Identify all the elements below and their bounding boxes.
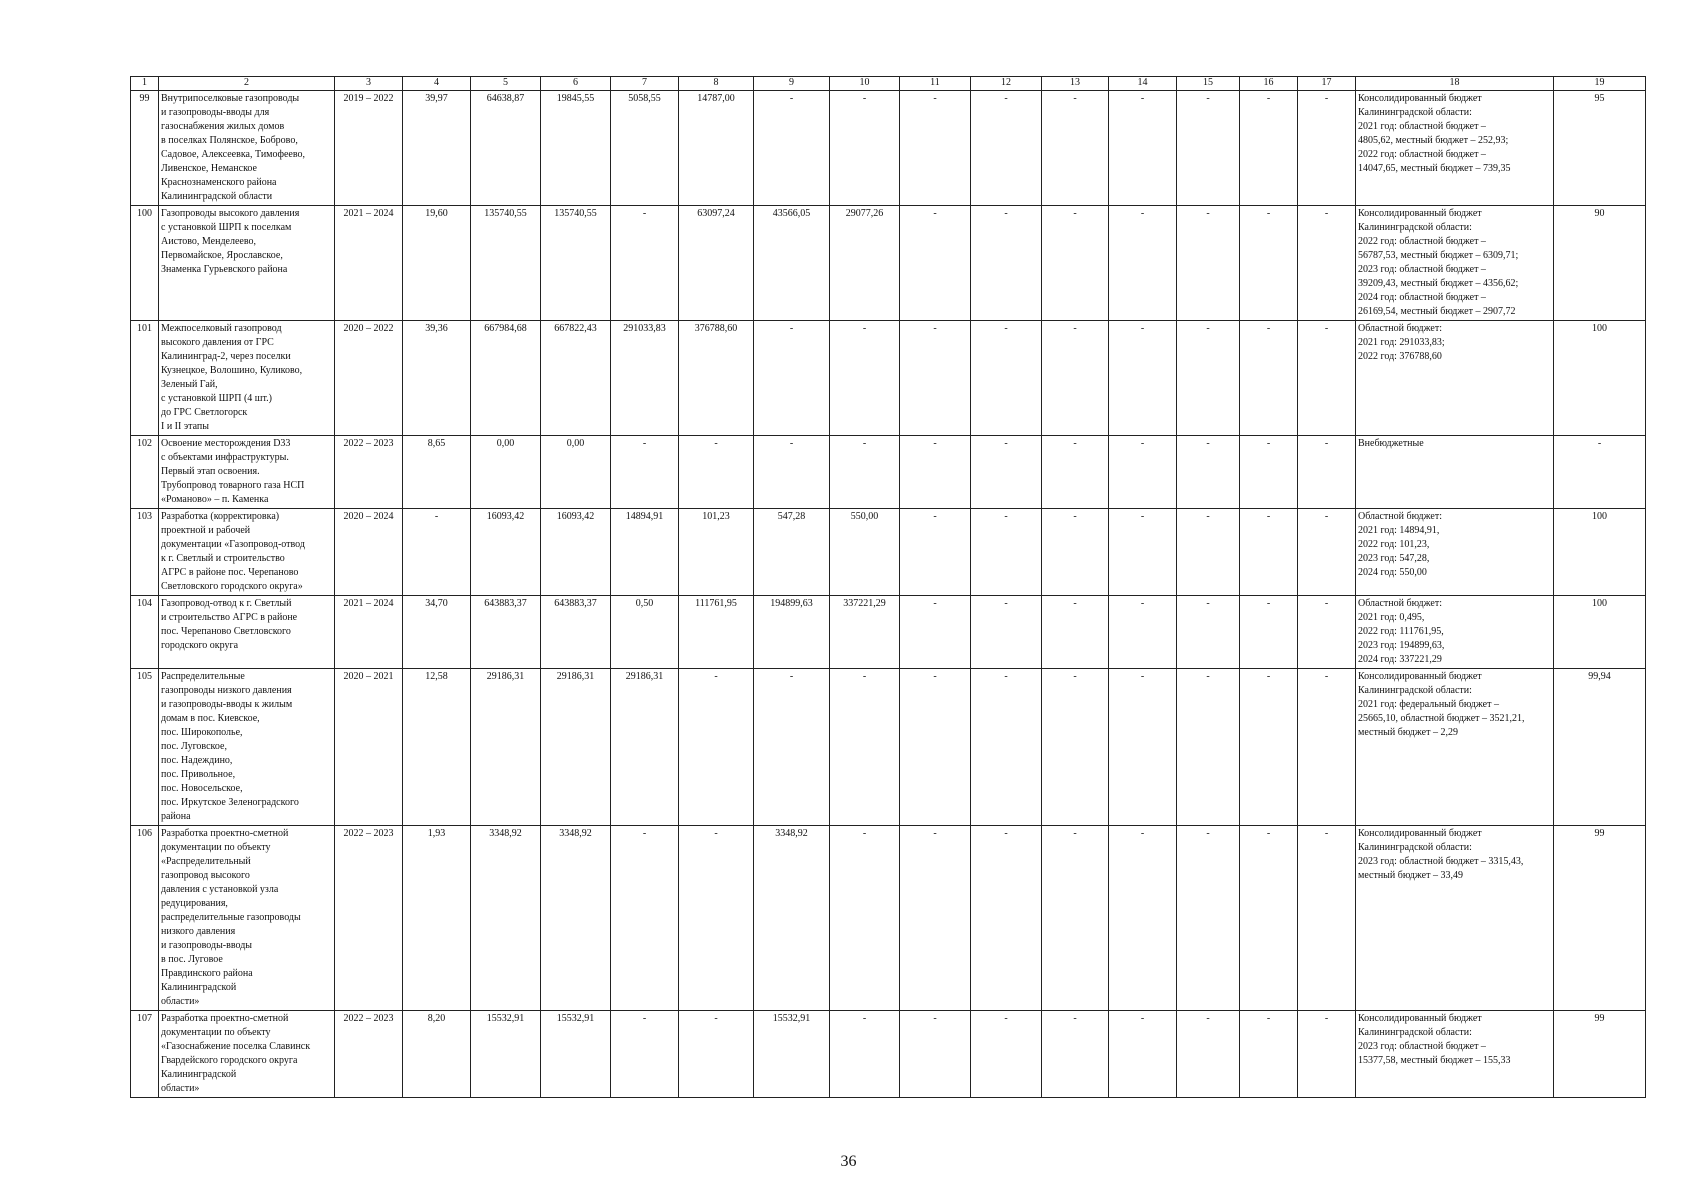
- table-cell-col-16: -: [1240, 1011, 1298, 1098]
- table-cell-col-10: 337221,29: [830, 596, 900, 669]
- table-cell-col-15: -: [1177, 206, 1240, 321]
- table-cell-col-13: -: [1042, 321, 1109, 436]
- table-cell-col-16: -: [1240, 509, 1298, 596]
- column-header-18: 18: [1356, 77, 1554, 91]
- table-cell-col-19: 90: [1554, 206, 1646, 321]
- table-row: [131, 596, 1646, 669]
- table-row: [131, 436, 1646, 509]
- table-cell-col-6: 667822,43: [541, 321, 611, 436]
- table-cell-col-11: -: [900, 91, 971, 206]
- table-cell-col-11: -: [900, 669, 971, 826]
- table-cell-col-2: Разработка проектно-сметной документации по объекту «Распределительный газопровод высокого давления с установкой узла редуцирования, распределительные газопроводы низкого давления и газопроводы-вводы в пос. Луговое Правдинского района Калининградской области»: [159, 826, 335, 1011]
- table-cell-col-9: -: [754, 91, 830, 206]
- table-cell-col-8: -: [679, 826, 754, 1011]
- table-cell-col-13: -: [1042, 91, 1109, 206]
- table-cell-col-5: 0,00: [471, 436, 541, 509]
- table-cell-col-4: -: [403, 509, 471, 596]
- table-cell-col-10: -: [830, 826, 900, 1011]
- table-cell-col-18: Консолидированный бюджет Калининградской области: 2023 год: областной бюджет – 15377,58, местный бюджет – 155,33: [1356, 1011, 1554, 1098]
- table-cell-col-3: 2021 – 2024: [335, 596, 403, 669]
- table-cell-col-9: -: [754, 669, 830, 826]
- column-header-16: 16: [1240, 77, 1298, 91]
- table-cell-col-12: -: [971, 669, 1042, 826]
- table-cell-col-15: -: [1177, 321, 1240, 436]
- table-cell-col-9: 43566,05: [754, 206, 830, 321]
- table-cell-col-10: -: [830, 436, 900, 509]
- table-cell-col-13: -: [1042, 509, 1109, 596]
- table-cell-col-16: -: [1240, 436, 1298, 509]
- table-cell-col-6: 15532,91: [541, 1011, 611, 1098]
- table-cell-col-10: -: [830, 669, 900, 826]
- table-cell-col-16: -: [1240, 669, 1298, 826]
- table-cell-col-11: -: [900, 826, 971, 1011]
- budget-table: [130, 76, 1646, 1098]
- table-cell-col-14: -: [1109, 509, 1177, 596]
- table-cell-col-13: -: [1042, 596, 1109, 669]
- table-cell-col-2: Освоение месторождения D33 с объектами инфраструктуры. Первый этап освоения. Трубопровод товарного газа НСП «Романово» – п. Каменка: [159, 436, 335, 509]
- table-cell-col-8: -: [679, 436, 754, 509]
- column-header-15: 15: [1177, 77, 1240, 91]
- table-cell-col-13: -: [1042, 1011, 1109, 1098]
- column-header-4: 4: [403, 77, 471, 91]
- table-cell-col-16: -: [1240, 826, 1298, 1011]
- table-cell-col-13: -: [1042, 826, 1109, 1011]
- table-cell-col-18: Консолидированный бюджет Калининградской области: 2023 год: областной бюджет – 3315,43, местный бюджет – 33,49: [1356, 826, 1554, 1011]
- table-cell-col-12: -: [971, 206, 1042, 321]
- table-cell-col-11: -: [900, 1011, 971, 1098]
- table-cell-col-12: -: [971, 596, 1042, 669]
- table-cell-col-13: -: [1042, 206, 1109, 321]
- table-cell-col-14: -: [1109, 206, 1177, 321]
- table-cell-col-5: 643883,37: [471, 596, 541, 669]
- column-header-9: 9: [754, 77, 830, 91]
- table-cell-col-17: -: [1298, 669, 1356, 826]
- table-cell-col-5: 29186,31: [471, 669, 541, 826]
- table-cell-col-2: Газопроводы высокого давления с установкой ШРП к поселкам Аистово, Менделеево, Первомайское, Ярославское, Знаменка Гурьевского района: [159, 206, 335, 321]
- column-header-6: 6: [541, 77, 611, 91]
- table-cell-col-1: 107: [131, 1011, 159, 1098]
- table-cell-col-17: -: [1298, 321, 1356, 436]
- table-cell-col-3: 2022 – 2023: [335, 1011, 403, 1098]
- table-cell-col-6: 135740,55: [541, 206, 611, 321]
- table-cell-col-10: -: [830, 321, 900, 436]
- table-cell-col-10: -: [830, 91, 900, 206]
- table-cell-col-17: -: [1298, 596, 1356, 669]
- table-cell-col-17: -: [1298, 1011, 1356, 1098]
- table-cell-col-4: 12,58: [403, 669, 471, 826]
- table-cell-col-7: -: [611, 436, 679, 509]
- table-cell-col-3: 2020 – 2021: [335, 669, 403, 826]
- column-header-11: 11: [900, 77, 971, 91]
- table-cell-col-7: -: [611, 1011, 679, 1098]
- table-cell-col-4: 39,97: [403, 91, 471, 206]
- column-header-8: 8: [679, 77, 754, 91]
- table-cell-col-19: 100: [1554, 509, 1646, 596]
- table-cell-col-12: -: [971, 826, 1042, 1011]
- table-cell-col-13: -: [1042, 436, 1109, 509]
- table-cell-col-7: 291033,83: [611, 321, 679, 436]
- table-cell-col-15: -: [1177, 91, 1240, 206]
- table-cell-col-4: 8,20: [403, 1011, 471, 1098]
- table-cell-col-14: -: [1109, 436, 1177, 509]
- table-cell-col-7: 5058,55: [611, 91, 679, 206]
- table-cell-col-2: Межпоселковый газопровод высокого давления от ГРС Калининград-2, через поселки Кузнецкое, Волошино, Куликово, Зеленый Гай, с установкой ШРП (4 шт.) до ГРС Светлогорск I и II этапы: [159, 321, 335, 436]
- table-cell-col-2: Внутрипоселковые газопроводы и газопроводы-вводы для газоснабжения жилых домов в поселках Полянское, Боброво, Садовое, Алексеевка, Тимофеево, Ливенское, Неманское Краснознаменского района Калининградской области: [159, 91, 335, 206]
- table-row: [131, 669, 1646, 826]
- table-cell-col-11: -: [900, 206, 971, 321]
- table-cell-col-19: 99,94: [1554, 669, 1646, 826]
- table-cell-col-2: Распределительные газопроводы низкого давления и газопроводы-вводы к жилым домам в пос. Киевское, пос. Широкополье, пос. Луговское, пос. Надеждино, пос. Привольное, пос. Новосельское, пос. Иркутское Зеленоградского района: [159, 669, 335, 826]
- column-header-13: 13: [1042, 77, 1109, 91]
- table-cell-col-18: Областной бюджет: 2021 год: 14894,91, 2022 год: 101,23, 2023 год: 547,28, 2024 год: 550,00: [1356, 509, 1554, 596]
- table-cell-col-19: 99: [1554, 1011, 1646, 1098]
- column-header-2: 2: [159, 77, 335, 91]
- table-cell-col-17: -: [1298, 206, 1356, 321]
- table-cell-col-1: 99: [131, 91, 159, 206]
- table-body: [131, 77, 1646, 1098]
- page-number: 36: [840, 1153, 857, 1170]
- table-cell-col-8: 63097,24: [679, 206, 754, 321]
- table-cell-col-9: 547,28: [754, 509, 830, 596]
- table-cell-col-6: 3348,92: [541, 826, 611, 1011]
- table-cell-col-8: 376788,60: [679, 321, 754, 436]
- table-cell-col-4: 34,70: [403, 596, 471, 669]
- table-cell-col-7: -: [611, 826, 679, 1011]
- table-header-row: [131, 77, 1646, 91]
- table-cell-col-18: Консолидированный бюджет Калининградской области: 2021 год: федеральный бюджет – 25665,10, областной бюджет – 3521,21, местный бюджет – 2,29: [1356, 669, 1554, 826]
- table-cell-col-6: 29186,31: [541, 669, 611, 826]
- table-cell-col-5: 3348,92: [471, 826, 541, 1011]
- table-cell-col-7: 14894,91: [611, 509, 679, 596]
- table-row: [131, 206, 1646, 321]
- column-header-12: 12: [971, 77, 1042, 91]
- table-cell-col-2: Газопровод-отвод к г. Светлый и строительство АГРС в районе пос. Черепаново Светловского городского округа: [159, 596, 335, 669]
- table-row: [131, 1011, 1646, 1098]
- table-cell-col-4: 8,65: [403, 436, 471, 509]
- table-cell-col-18: Консолидированный бюджет Калининградской области: 2021 год: областной бюджет – 4805,62, местный бюджет – 252,93; 2022 год: областной бюджет – 14047,65, местный бюджет – 739,35: [1356, 91, 1554, 206]
- table-cell-col-10: 550,00: [830, 509, 900, 596]
- table-cell-col-15: -: [1177, 669, 1240, 826]
- table-cell-col-18: Внебюджетные: [1356, 436, 1554, 509]
- table-cell-col-18: Областной бюджет: 2021 год: 0,495, 2022 год: 111761,95, 2023 год: 194899,63, 2024 год: 337221,29: [1356, 596, 1554, 669]
- table-cell-col-18: Областной бюджет: 2021 год: 291033,83; 2022 год: 376788,60: [1356, 321, 1554, 436]
- table-cell-col-8: 111761,95: [679, 596, 754, 669]
- table-cell-col-6: 19845,55: [541, 91, 611, 206]
- table-cell-col-16: -: [1240, 91, 1298, 206]
- table-cell-col-5: 667984,68: [471, 321, 541, 436]
- table-cell-col-5: 64638,87: [471, 91, 541, 206]
- table-cell-col-7: 29186,31: [611, 669, 679, 826]
- table-cell-col-12: -: [971, 436, 1042, 509]
- table-cell-col-13: -: [1042, 669, 1109, 826]
- table-cell-col-15: -: [1177, 826, 1240, 1011]
- column-header-19: 19: [1554, 77, 1646, 91]
- table-cell-col-17: -: [1298, 826, 1356, 1011]
- table-cell-col-10: 29077,26: [830, 206, 900, 321]
- table-cell-col-3: 2020 – 2022: [335, 321, 403, 436]
- table-cell-col-3: 2020 – 2024: [335, 509, 403, 596]
- column-header-1: 1: [131, 77, 159, 91]
- table-row: [131, 509, 1646, 596]
- table-cell-col-6: 0,00: [541, 436, 611, 509]
- table-cell-col-6: 16093,42: [541, 509, 611, 596]
- table-cell-col-12: -: [971, 321, 1042, 436]
- table-cell-col-3: 2022 – 2023: [335, 436, 403, 509]
- table-cell-col-5: 135740,55: [471, 206, 541, 321]
- table-cell-col-1: 100: [131, 206, 159, 321]
- table-row: [131, 826, 1646, 1011]
- table-cell-col-8: -: [679, 669, 754, 826]
- table-cell-col-8: 14787,00: [679, 91, 754, 206]
- table-cell-col-4: 1,93: [403, 826, 471, 1011]
- table-cell-col-11: -: [900, 596, 971, 669]
- table-cell-col-7: 0,50: [611, 596, 679, 669]
- table-cell-col-16: -: [1240, 596, 1298, 669]
- table-cell-col-1: 101: [131, 321, 159, 436]
- table-cell-col-14: -: [1109, 669, 1177, 826]
- table-cell-col-1: 104: [131, 596, 159, 669]
- table-cell-col-4: 19,60: [403, 206, 471, 321]
- table-cell-col-1: 103: [131, 509, 159, 596]
- table-cell-col-9: 194899,63: [754, 596, 830, 669]
- table-cell-col-19: 99: [1554, 826, 1646, 1011]
- table-cell-col-1: 105: [131, 669, 159, 826]
- table-cell-col-14: -: [1109, 321, 1177, 436]
- table-cell-col-14: -: [1109, 91, 1177, 206]
- table-cell-col-1: 102: [131, 436, 159, 509]
- table-cell-col-15: -: [1177, 436, 1240, 509]
- table-cell-col-3: 2022 – 2023: [335, 826, 403, 1011]
- column-header-10: 10: [830, 77, 900, 91]
- table-cell-col-3: 2019 – 2022: [335, 91, 403, 206]
- table-row: [131, 321, 1646, 436]
- table-cell-col-17: -: [1298, 509, 1356, 596]
- column-header-5: 5: [471, 77, 541, 91]
- table-cell-col-6: 643883,37: [541, 596, 611, 669]
- table-cell-col-11: -: [900, 509, 971, 596]
- table-cell-col-14: -: [1109, 1011, 1177, 1098]
- table-cell-col-1: 106: [131, 826, 159, 1011]
- table-cell-col-5: 16093,42: [471, 509, 541, 596]
- table-cell-col-19: -: [1554, 436, 1646, 509]
- table-cell-col-14: -: [1109, 596, 1177, 669]
- table-cell-col-19: 95: [1554, 91, 1646, 206]
- table-cell-col-8: -: [679, 1011, 754, 1098]
- table-cell-col-17: -: [1298, 91, 1356, 206]
- table-cell-col-12: -: [971, 1011, 1042, 1098]
- table-cell-col-12: -: [971, 509, 1042, 596]
- table-cell-col-8: 101,23: [679, 509, 754, 596]
- table-cell-col-2: Разработка (корректировка) проектной и рабочей документации «Газопровод-отвод к г. Светлый и строительство АГРС в районе пос. Черепаново Светловского городского округа»: [159, 509, 335, 596]
- table-cell-col-15: -: [1177, 1011, 1240, 1098]
- table-cell-col-5: 15532,91: [471, 1011, 541, 1098]
- column-header-17: 17: [1298, 77, 1356, 91]
- table-cell-col-17: -: [1298, 436, 1356, 509]
- table-cell-col-15: -: [1177, 596, 1240, 669]
- table-cell-col-10: -: [830, 1011, 900, 1098]
- table-cell-col-18: Консолидированный бюджет Калининградской области: 2022 год: областной бюджет – 56787,53, местный бюджет – 6309,71; 2023 год: областной бюджет – 39209,43, местный бюджет – 4356,62; 2024 год: областной бюджет – 26169,54, местный бюджет – 2907,72: [1356, 206, 1554, 321]
- table-cell-col-15: -: [1177, 509, 1240, 596]
- table-row: [131, 91, 1646, 206]
- table-cell-col-9: 15532,91: [754, 1011, 830, 1098]
- table-cell-col-11: -: [900, 321, 971, 436]
- table-cell-col-9: -: [754, 321, 830, 436]
- table-cell-col-14: -: [1109, 826, 1177, 1011]
- table-cell-col-16: -: [1240, 206, 1298, 321]
- column-header-14: 14: [1109, 77, 1177, 91]
- table-cell-col-9: -: [754, 436, 830, 509]
- table-cell-col-2: Разработка проектно-сметной документации по объекту «Газоснабжение поселка Славинск Гвардейского городского округа Калининградской области»: [159, 1011, 335, 1098]
- table-cell-col-12: -: [971, 91, 1042, 206]
- table-cell-col-19: 100: [1554, 596, 1646, 669]
- column-header-3: 3: [335, 77, 403, 91]
- table-cell-col-7: -: [611, 206, 679, 321]
- table-cell-col-3: 2021 – 2024: [335, 206, 403, 321]
- table-cell-col-11: -: [900, 436, 971, 509]
- table-cell-col-4: 39,36: [403, 321, 471, 436]
- table-cell-col-19: 100: [1554, 321, 1646, 436]
- table-cell-col-16: -: [1240, 321, 1298, 436]
- table-cell-col-9: 3348,92: [754, 826, 830, 1011]
- column-header-7: 7: [611, 77, 679, 91]
